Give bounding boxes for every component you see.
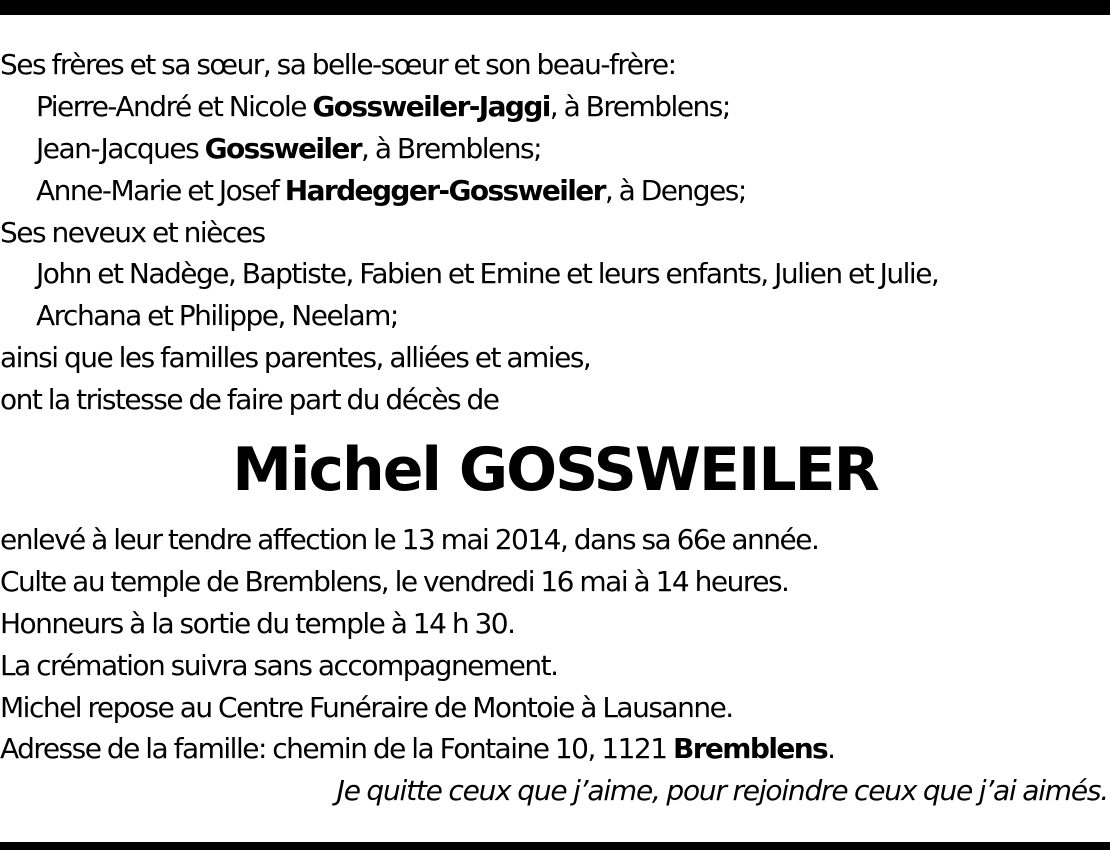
member-surname: Hardegger-Gossweiler xyxy=(284,173,605,207)
closing-line-1: ainsi que les familles parentes, alliées et amies, xyxy=(0,341,591,375)
detail-line-1: enlevé à leur tendre affection le 13 mai 2014, dans sa 66e année. xyxy=(0,523,819,557)
detail-line-5: Michel repose au Centre Funéraire de Montoie à Lausanne. xyxy=(0,690,733,724)
member-first-names: Anne-Marie et Josef xyxy=(36,173,285,207)
address-text: Adresse de la famille: chemin de la Fontaine 10, 1121 xyxy=(0,732,673,766)
deceased-name: Michel GOSSWEILER xyxy=(232,435,878,506)
relatives-line-2: Archana et Philippe, Neelam; xyxy=(36,299,398,333)
relatives-line-1: John et Nadège, Baptiste, Fabien et Emine et leurs enfants, Julien et Julie, xyxy=(36,257,939,291)
member-place: , à Denges; xyxy=(604,173,746,207)
top-rule xyxy=(0,0,1110,15)
member-first-names: Pierre-André et Nicole xyxy=(36,89,313,123)
address-town: Bremblens xyxy=(672,732,828,766)
bottom-rule xyxy=(0,842,1110,850)
family-member-3 xyxy=(0,170,1110,212)
family-intro: Ses frères et sa sœur, sa belle-sœur et son beau-frère: xyxy=(0,48,676,81)
relatives-intro: Ses neveux et nièces xyxy=(0,215,265,249)
death-notice xyxy=(0,44,1110,812)
closing-line-2: ont la tristesse de faire part du décès de xyxy=(0,383,499,417)
family-member-1 xyxy=(0,86,1110,128)
family-address xyxy=(0,728,1110,770)
detail-line-2: Culte au temple de Bremblens, le vendredi 16 mai à 14 heures. xyxy=(0,564,789,598)
detail-line-3: Honneurs à la sortie du temple à 14 h 30. xyxy=(0,606,515,640)
member-surname: Gossweiler xyxy=(204,131,362,165)
address-end: . xyxy=(827,732,835,766)
detail-line-4: La crémation suivra sans accompagnement. xyxy=(0,648,558,682)
motto-quote: Je quitte ceux que j’aime, pour rejoindre ceux que j’ai aimés. xyxy=(336,774,1108,808)
member-place: , à Bremblens; xyxy=(549,89,730,123)
member-place: , à Bremblens; xyxy=(361,131,542,165)
member-surname: Gossweiler-Jaggi xyxy=(312,89,550,123)
family-member-2 xyxy=(0,128,1110,170)
member-first-names: Jean-Jacques xyxy=(36,131,205,165)
